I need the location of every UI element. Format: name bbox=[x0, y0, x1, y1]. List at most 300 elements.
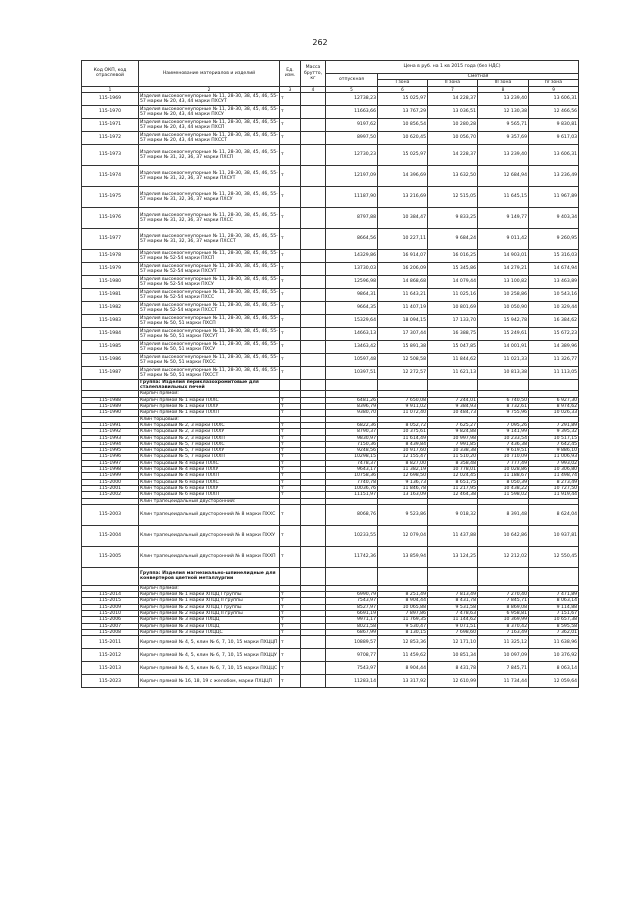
row-zone-2-price: 10 056,70 bbox=[428, 131, 478, 144]
row-zone-2-price: 9 018,32 bbox=[428, 504, 478, 525]
row-zone-2-price: 7 698,60 bbox=[428, 629, 478, 635]
row-unit: т bbox=[280, 604, 301, 610]
row-name: Изделия высокоогнеупорные № 11, 28-30, 38, 45, 46, 55-57 марки № 50, 51 марки ПХСУТ bbox=[140, 328, 278, 339]
row-zone-4-price: 8 063,14 bbox=[529, 598, 579, 604]
row-zone-2-price: 17 133,70 bbox=[428, 314, 478, 327]
row-zone-1-price: 7 650,08 bbox=[378, 397, 428, 403]
row-code: 115-1982 bbox=[82, 301, 139, 314]
table-row bbox=[82, 340, 579, 353]
header-retail-group: Сметная bbox=[378, 74, 579, 80]
row-zone-3-price: 11 021,33 bbox=[478, 353, 529, 366]
header-mass: Масса брутто, кг bbox=[301, 61, 326, 87]
row-unit: т bbox=[280, 429, 301, 435]
row-name: Изделия высокоогнеупорные № 11, 28-30, 38, 45, 46, 55-57 марки № 31, 32, 36, 37 марки ПХСС bbox=[139, 207, 280, 228]
row-unit: т bbox=[280, 662, 301, 675]
row-zone-1-price: 11 382,19 bbox=[378, 467, 428, 473]
table-row bbox=[82, 118, 579, 131]
row-zone-3-price: 10 233,54 bbox=[478, 435, 529, 441]
row-code: 115-1971 bbox=[82, 118, 139, 131]
row-mass bbox=[301, 662, 326, 675]
row-zone-2-price: 15 047,85 bbox=[428, 340, 478, 353]
header-name: Наименование материалов и изделий bbox=[139, 61, 280, 87]
row-zone-4-price: 7 362,01 bbox=[529, 629, 579, 635]
row-zone-4-price: 11 006,93 bbox=[529, 454, 579, 460]
row-zone-2-price: 12 171,10 bbox=[428, 636, 478, 649]
row-zone-2-price: 8 431,78 bbox=[428, 598, 478, 604]
row-unit: т bbox=[280, 327, 301, 340]
row-code: 115-1975 bbox=[82, 186, 139, 207]
row-release-price: 11187,90 bbox=[326, 186, 378, 207]
table-row bbox=[82, 186, 579, 207]
row-unit: т bbox=[280, 649, 301, 662]
row-zone-3-price: 11 598,02 bbox=[478, 492, 529, 498]
row-mass bbox=[301, 636, 326, 649]
row-zone-3-price: 10 813,38 bbox=[478, 366, 529, 379]
row-code: 115-1993 bbox=[82, 435, 139, 441]
row-code: 115-2015 bbox=[82, 598, 139, 604]
row-release-price: 10397,51 bbox=[326, 366, 378, 379]
row-zone-1-price: 12 155,47 bbox=[378, 454, 428, 460]
row-mass bbox=[301, 649, 326, 662]
row-zone-1-price: 8 052,72 bbox=[378, 422, 428, 428]
row-unit: т bbox=[280, 249, 301, 262]
row-zone-3-price: 10 438,22 bbox=[478, 485, 529, 491]
row-release-price: 7543,97 bbox=[326, 662, 378, 675]
row-zone-2-price: 11 510,20 bbox=[428, 454, 478, 460]
row-release-price: 11283,14 bbox=[326, 675, 378, 688]
row-name: Изделия высокоогнеупорные № 11, 28-30, 38, 45, 46, 55-57 марки № 52-54 марки ПХСУТ bbox=[140, 263, 278, 274]
row-unit: т bbox=[280, 353, 301, 366]
row-zone-1-price: 13 163,09 bbox=[378, 492, 428, 498]
row-zone-3-price: 11 325,12 bbox=[478, 636, 529, 649]
row-unit: т bbox=[280, 144, 301, 165]
table-row bbox=[82, 525, 579, 546]
row-zone-3-price: 10 258,86 bbox=[478, 288, 529, 301]
column-number: 2 bbox=[139, 86, 280, 92]
row-code: 115-1988 bbox=[82, 397, 139, 403]
row-zone-2-price: 16 016,25 bbox=[428, 249, 478, 262]
table-row bbox=[82, 92, 579, 105]
row-zone-4-price bbox=[529, 379, 579, 391]
row-zone-1-price: 12 508,58 bbox=[378, 353, 428, 366]
row-zone-4-price: 8 063,14 bbox=[529, 662, 579, 675]
row-zone-1-price: 12 698,50 bbox=[378, 473, 428, 479]
row-zone-4-price: 7 642,45 bbox=[529, 441, 579, 447]
row-zone-3-price: 10 097,09 bbox=[478, 649, 529, 662]
row-zone-4-price: 10 543,16 bbox=[529, 288, 579, 301]
row-name: Изделия высокоогнеупорные № 11, 28-30, 38, 45, 46, 55-57 марки № 50, 51 марки ПХСП bbox=[140, 315, 278, 326]
row-zone-1-price: 9 530,47 bbox=[378, 623, 428, 629]
table-row bbox=[82, 649, 579, 662]
row-zone-4-price: 14 674,94 bbox=[529, 262, 579, 275]
header-zone-1: I зона bbox=[378, 80, 428, 86]
row-name: Кирпич прямой № 1 марки ХПЦЦ II группы bbox=[139, 598, 280, 604]
row-zone-3-price: 12 130,38 bbox=[478, 105, 529, 118]
column-number: 6 bbox=[378, 86, 428, 92]
table-row bbox=[82, 546, 579, 567]
row-mass bbox=[301, 131, 326, 144]
row-release-price: 10597,48 bbox=[326, 353, 378, 366]
row-release-price: 12738,23 bbox=[326, 92, 378, 105]
row-zone-3-price: 8 869,08 bbox=[478, 604, 529, 610]
row-zone-2-price: 9 384,93 bbox=[428, 404, 478, 410]
row-release-price bbox=[326, 567, 378, 585]
row-unit: т bbox=[280, 366, 301, 379]
row-code: 115-1979 bbox=[82, 262, 139, 275]
table-row bbox=[82, 207, 579, 228]
row-name: Изделия высокоогнеупорные № 11, 28-30, 38, 45, 46, 55-57 марки № 20, 43, 44 марки ПХСУТ bbox=[140, 93, 278, 104]
row-zone-2-price: 9 824,88 bbox=[428, 429, 478, 435]
row-zone-2-price: 14 079,44 bbox=[428, 275, 478, 288]
row-zone-2-price: 7 478,63 bbox=[428, 611, 478, 617]
row-unit bbox=[280, 379, 301, 391]
row-zone-4-price: 10 329,44 bbox=[529, 301, 579, 314]
row-release-price: 6822,36 bbox=[326, 422, 378, 428]
row-mass bbox=[301, 301, 326, 314]
row-zone-3-price: 12 684,94 bbox=[478, 165, 529, 186]
row-release-price: 7543,97 bbox=[326, 598, 378, 604]
row-name: Изделия высокоогнеупорные № 11, 28-30, 38, 45, 46, 55-57 марки № 50, 51 марки ПХСС bbox=[140, 354, 278, 365]
row-mass bbox=[301, 144, 326, 165]
row-zone-2-price: 10 778,01 bbox=[428, 467, 478, 473]
row-mass bbox=[301, 118, 326, 131]
row-name: Клин торцовый № 2, 3 марки ПХХУ bbox=[139, 429, 280, 435]
table-body bbox=[82, 92, 579, 687]
row-mass bbox=[301, 567, 326, 585]
table-row bbox=[82, 662, 579, 675]
row-zone-4-price: 9 395,32 bbox=[529, 429, 579, 435]
row-zone-2-price: 8 651,75 bbox=[428, 479, 478, 485]
row-unit: т bbox=[280, 92, 301, 105]
row-code: 115-1991 bbox=[82, 422, 139, 428]
header-code: Код ОКП, код отраслевой bbox=[82, 61, 139, 87]
row-mass bbox=[301, 546, 326, 567]
row-code: 115-1996 bbox=[82, 454, 139, 460]
row-name: Клин торцовый № 6 марки ПХХУ bbox=[139, 485, 280, 491]
row-zone-2-price: 11 144,62 bbox=[428, 617, 478, 623]
row-zone-4-price: 11 326,77 bbox=[529, 353, 579, 366]
row-code: 115-1972 bbox=[82, 131, 139, 144]
row-zone-1-price: 13 767,29 bbox=[378, 105, 428, 118]
row-code: 115-1994 bbox=[82, 441, 139, 447]
row-mass bbox=[301, 262, 326, 275]
row-zone-1-price: 18 094,15 bbox=[378, 314, 428, 327]
row-unit: т bbox=[280, 592, 301, 598]
row-name: Изделия высокоогнеупорные № 11, 28-30, 38, 45, 46, 55-57 марки № 31, 32, 36, 37 марки ПХСУТ bbox=[139, 165, 280, 186]
row-zone-2-price: 14 228,37 bbox=[428, 144, 478, 165]
row-zone-1-price: 10 917,60 bbox=[378, 448, 428, 454]
row-mass bbox=[301, 327, 326, 340]
row-zone-1-price: 7 897,86 bbox=[378, 611, 428, 617]
row-unit: т bbox=[280, 675, 301, 688]
row-unit: т bbox=[280, 165, 301, 186]
column-number: 1 bbox=[82, 86, 139, 92]
row-zone-1-price: 9 136,73 bbox=[378, 479, 428, 485]
row-zone-1-price: 15 025,97 bbox=[378, 92, 428, 105]
row-release-price: 11663,66 bbox=[326, 105, 378, 118]
row-release-price: 10298,15 bbox=[326, 454, 378, 460]
row-name: Клин торцовый № 6 марки ПХХС bbox=[139, 479, 280, 485]
row-zone-2-price: 8 358,48 bbox=[428, 460, 478, 466]
row-zone-4-price: 8 974,62 bbox=[529, 404, 579, 410]
row-zone-1-price: 12 853,36 bbox=[378, 636, 428, 649]
row-unit: т bbox=[280, 479, 301, 485]
row-code: 115-1980 bbox=[82, 275, 139, 288]
row-name: Клин торцовый № 2, 3 марки ПХХП bbox=[139, 435, 280, 441]
row-zone-2-price: 9 833,25 bbox=[428, 207, 478, 228]
table-row bbox=[82, 636, 579, 649]
row-code bbox=[82, 567, 139, 585]
row-zone-2-price bbox=[428, 567, 478, 585]
table-row bbox=[82, 262, 579, 275]
row-code: 115-2014 bbox=[82, 592, 139, 598]
row-zone-2-price: 9 531,58 bbox=[428, 604, 478, 610]
row-code: 115-1984 bbox=[82, 327, 139, 340]
row-release-price: 7150,36 bbox=[326, 441, 378, 447]
row-zone-2-price: 10 338,38 bbox=[428, 448, 478, 454]
row-zone-3-price: 11 645,15 bbox=[478, 186, 529, 207]
row-zone-4-price: 9 114,88 bbox=[529, 604, 579, 610]
row-name: Изделия высокоогнеупорные № 11, 28-30, 38, 45, 46, 55-57 марки № 50, 51 марки ПХСУ bbox=[140, 341, 278, 352]
row-unit: т bbox=[280, 435, 301, 441]
row-code: 115-1970 bbox=[82, 105, 139, 118]
row-unit: т bbox=[280, 525, 301, 546]
row-zone-2-price: 7 813,49 bbox=[428, 592, 478, 598]
row-unit: т bbox=[280, 448, 301, 454]
row-name: Клин торцовый № 6 марки ПХХП bbox=[139, 492, 280, 498]
row-zone-3-price: 14 279,21 bbox=[478, 262, 529, 275]
column-number: 3 bbox=[280, 86, 301, 92]
row-release-price: 15329,64 bbox=[326, 314, 378, 327]
row-zone-2-price: 7 991,85 bbox=[428, 441, 478, 447]
row-unit: т bbox=[280, 467, 301, 473]
row-release-price: 10758,36 bbox=[326, 473, 378, 479]
table-row bbox=[82, 144, 579, 165]
row-release-price: 8790,37 bbox=[326, 429, 378, 435]
table-row bbox=[82, 249, 579, 262]
row-release-price: 9664,35 bbox=[326, 301, 378, 314]
row-release-price bbox=[326, 379, 378, 391]
row-unit: т bbox=[280, 485, 301, 491]
row-release-price: 14663,13 bbox=[326, 327, 378, 340]
row-code: 115-1985 bbox=[82, 340, 139, 353]
row-zone-4-price: 11 967,89 bbox=[529, 186, 579, 207]
row-mass bbox=[301, 379, 326, 391]
row-code: 115-1981 bbox=[82, 288, 139, 301]
row-name: Клин трапецеидальный двусторонний № 8 марки ПХХС bbox=[139, 504, 280, 525]
row-mass bbox=[301, 249, 326, 262]
row-unit: т bbox=[280, 629, 301, 635]
row-mass bbox=[301, 207, 326, 228]
row-name: Кирпич прямой № 1 марки ПХХУ bbox=[139, 404, 280, 410]
row-zone-3-price: 9 565,71 bbox=[478, 118, 529, 131]
row-zone-4-price: 10 376,92 bbox=[529, 649, 579, 662]
row-zone-1-price: 9 911,02 bbox=[378, 404, 428, 410]
row-mass bbox=[301, 353, 326, 366]
row-zone-3-price: 9 619,51 bbox=[478, 448, 529, 454]
row-zone-1-price: 10 227,11 bbox=[378, 228, 428, 249]
row-unit: т bbox=[280, 186, 301, 207]
page-number: 262 bbox=[312, 38, 328, 47]
row-unit: т bbox=[280, 105, 301, 118]
row-zone-3-price: 11 188,67 bbox=[478, 473, 529, 479]
row-zone-2-price: 12 610,99 bbox=[428, 675, 478, 688]
row-name: Клин трапецеидальный двусторонний № 8 марки ПХХУ bbox=[139, 525, 280, 546]
row-unit: т bbox=[280, 617, 301, 623]
column-number: 5 bbox=[326, 86, 378, 92]
row-release-price: 7478,37 bbox=[326, 460, 378, 466]
row-zone-4-price: 11 498,74 bbox=[529, 473, 579, 479]
row-zone-4-price: 12 466,56 bbox=[529, 105, 579, 118]
table-row bbox=[82, 165, 579, 186]
row-unit: т bbox=[280, 262, 301, 275]
row-code: 115-2000 bbox=[82, 479, 139, 485]
row-name: Кирпич прямой № 2 марки ХПЦЦ II группы bbox=[139, 611, 280, 617]
row-zone-4-price: 6 927,30 bbox=[529, 397, 579, 403]
row-zone-4-price: 10 727,50 bbox=[529, 485, 579, 491]
row-release-price: 6481,26 bbox=[326, 397, 378, 403]
row-release-price: 12596,98 bbox=[326, 275, 378, 288]
row-zone-1-price: 8 251,49 bbox=[378, 592, 428, 598]
row-release-price: 6867,99 bbox=[326, 629, 378, 635]
row-name: Клин торцовый № 4 марки ПХХП bbox=[139, 473, 280, 479]
row-code: 115-2011 bbox=[82, 636, 139, 649]
row-zone-1-price: 12 272,57 bbox=[378, 366, 428, 379]
row-zone-4-price: 10 937,81 bbox=[529, 525, 579, 546]
row-zone-4-price: 7 151,67 bbox=[529, 611, 579, 617]
row-zone-3-price: 9 755,96 bbox=[478, 410, 529, 416]
row-unit: т bbox=[280, 404, 301, 410]
row-mass bbox=[301, 275, 326, 288]
row-zone-4-price: 7 291,89 bbox=[529, 422, 579, 428]
row-release-price: 8396,79 bbox=[326, 404, 378, 410]
row-code: 115-1973 bbox=[82, 144, 139, 165]
row-zone-1-price: 8 439,84 bbox=[378, 441, 428, 447]
price-table bbox=[81, 60, 579, 688]
row-zone-3-price: 9 149,77 bbox=[478, 207, 529, 228]
row-zone-1-price: 15 025,97 bbox=[378, 144, 428, 165]
column-number: 7 bbox=[428, 86, 478, 92]
row-zone-2-price: 13 124,25 bbox=[428, 546, 478, 567]
header-zone-2: II зона bbox=[428, 80, 478, 86]
row-name: Изделия высокоогнеупорные № 11, 28-30, 38, 45, 46, 55-57 марки № 52-54 марки ПХСС bbox=[140, 289, 278, 300]
row-zone-2-price: 10 801,69 bbox=[428, 301, 478, 314]
row-code bbox=[82, 379, 139, 391]
row-release-price: 9830,97 bbox=[326, 435, 378, 441]
row-release-price: 11151,97 bbox=[326, 492, 378, 498]
row-name: Клин торцовый № 5, 7 марки ПХХУ bbox=[139, 448, 280, 454]
row-name: Кирпич прямой № 1 марки ПХХС bbox=[139, 397, 280, 403]
row-zone-4-price: 12 550,45 bbox=[529, 546, 579, 567]
row-zone-3-price: 7 095,26 bbox=[478, 422, 529, 428]
row-name: Кирпич прямой № 16, 18, 19 с желобом, марки ПХЦЦП bbox=[139, 675, 280, 688]
table-row bbox=[82, 275, 579, 288]
row-code: 115-1987 bbox=[82, 366, 139, 379]
row-release-price: 8021,58 bbox=[326, 623, 378, 629]
row-code: 115-1999 bbox=[82, 473, 139, 479]
row-zone-1-price: 11 643,21 bbox=[378, 288, 428, 301]
row-release-price: 9971,17 bbox=[326, 617, 378, 623]
row-unit: т bbox=[280, 504, 301, 525]
row-zone-1-price bbox=[378, 567, 428, 585]
row-zone-3-price: 8 391,48 bbox=[478, 504, 529, 525]
row-release-price: 9708,77 bbox=[326, 649, 378, 662]
row-zone-4-price bbox=[529, 567, 579, 585]
row-zone-2-price: 13 036,51 bbox=[428, 105, 478, 118]
row-unit: т bbox=[280, 623, 301, 629]
row-zone-3-price bbox=[478, 567, 529, 585]
row-mass bbox=[301, 504, 326, 525]
row-name: Клин торцовый № 5, 7 марки ПХХС bbox=[139, 441, 280, 447]
row-release-price: 12197,09 bbox=[326, 165, 378, 186]
row-zone-1-price: 9 523,86 bbox=[378, 504, 428, 525]
row-code: 115-1998 bbox=[82, 467, 139, 473]
column-number: 8 bbox=[478, 86, 529, 92]
row-code: 115-1978 bbox=[82, 249, 139, 262]
column-number: 9 bbox=[529, 86, 579, 92]
row-zone-1-price: 13 216,69 bbox=[378, 186, 428, 207]
row-zone-3-price: 14 001,91 bbox=[478, 340, 529, 353]
row-zone-4-price: 10 306,80 bbox=[529, 467, 579, 473]
row-zone-1-price: 11 072,40 bbox=[378, 410, 428, 416]
row-zone-2-price: 9 071,51 bbox=[428, 623, 478, 629]
table-header bbox=[82, 61, 579, 93]
row-zone-1-price: 8 130,15 bbox=[378, 629, 428, 635]
row-zone-1-price: 16 914,07 bbox=[378, 249, 428, 262]
row-name: Группа: Изделия периклазохромитовые для сталеплавильных печей bbox=[139, 379, 280, 391]
row-code: 115-2012 bbox=[82, 649, 139, 662]
table-row bbox=[82, 314, 579, 327]
row-code: 115-2007 bbox=[82, 623, 139, 629]
row-mass bbox=[301, 314, 326, 327]
row-code: 115-1969 bbox=[82, 92, 139, 105]
row-zone-1-price: 13 859,94 bbox=[378, 546, 428, 567]
row-zone-4-price: 10 026,33 bbox=[529, 410, 579, 416]
row-mass bbox=[301, 675, 326, 688]
row-mass bbox=[301, 288, 326, 301]
row-zone-4-price: 15 316,03 bbox=[529, 249, 579, 262]
row-unit: т bbox=[280, 301, 301, 314]
row-release-price: 8997,50 bbox=[326, 131, 378, 144]
row-zone-4-price: 15 672,23 bbox=[529, 327, 579, 340]
row-zone-1-price: 12 079,04 bbox=[378, 525, 428, 546]
row-zone-1-price: 10 375,61 bbox=[378, 429, 428, 435]
row-release-price: 8068,76 bbox=[326, 504, 378, 525]
row-unit: т bbox=[280, 288, 301, 301]
row-name: Клин торцовый № 4 марки ПХХУ bbox=[139, 467, 280, 473]
row-name: Изделия высокоогнеупорные № 11, 28-30, 38, 45, 46, 55-57 марки № 52-54 марки ПХСУ bbox=[140, 276, 278, 287]
table-row bbox=[82, 675, 579, 688]
row-release-price: 9380,70 bbox=[326, 410, 378, 416]
row-release-price: 7740,78 bbox=[326, 479, 378, 485]
row-unit: т bbox=[280, 207, 301, 228]
row-zone-4-price: 9 617,03 bbox=[529, 131, 579, 144]
row-unit: т bbox=[280, 397, 301, 403]
row-name: Изделия высокоогнеупорные № 11, 28-30, 38, 45, 46, 55-57 марки № 31, 32, 36, 37 марки ПХСУ bbox=[139, 186, 280, 207]
row-zone-3-price: 15 249,61 bbox=[478, 327, 529, 340]
row-zone-2-price: 9 684,24 bbox=[428, 228, 478, 249]
table-row bbox=[82, 301, 579, 314]
row-code: 115-2005 bbox=[82, 546, 139, 567]
row-zone-2-price: 16 388,75 bbox=[428, 327, 478, 340]
group-header-row bbox=[82, 379, 579, 391]
row-release-price: 8797,88 bbox=[326, 207, 378, 228]
row-release-price: 10889,57 bbox=[326, 636, 378, 649]
row-name: Клин торцовый № 2, 3 марки ПХХС bbox=[139, 422, 280, 428]
row-zone-3-price: 7 163,49 bbox=[478, 629, 529, 635]
row-zone-1-price: 10 856,54 bbox=[378, 118, 428, 131]
row-zone-2-price: 14 228,37 bbox=[428, 92, 478, 105]
